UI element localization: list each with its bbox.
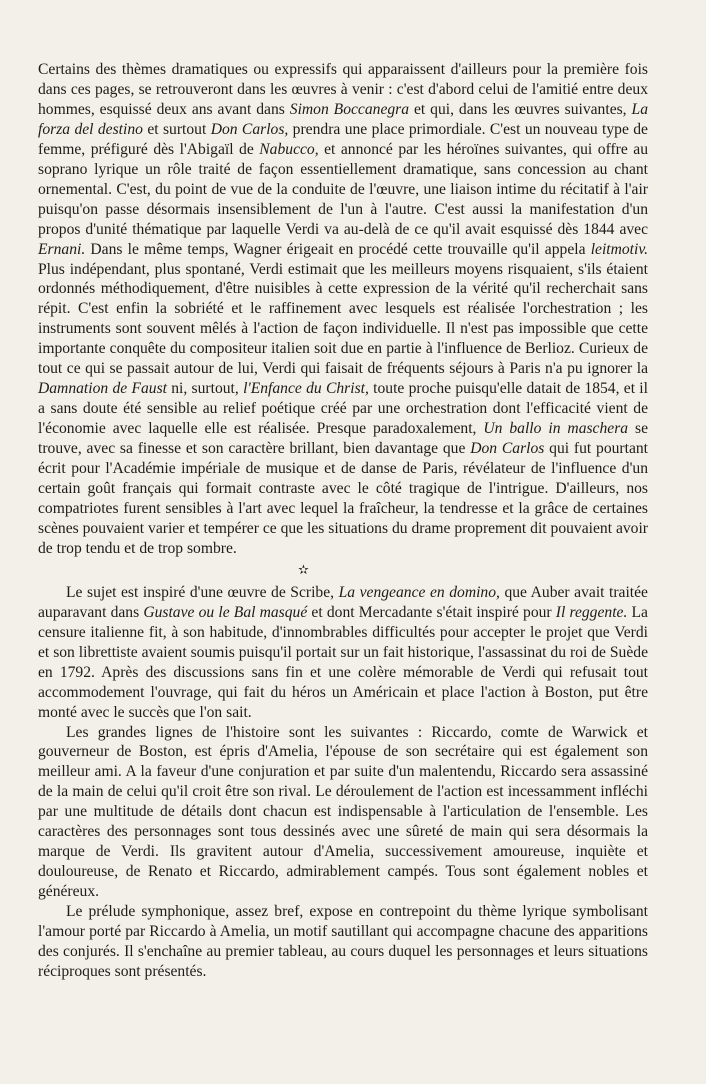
body-text: et surtout <box>142 120 211 138</box>
body-text: Plus indépendant, plus spontané, Verdi estimait que les meilleurs moyens risquaient, s'ils étaient ordonnés méthodiquement, d'être nuisibles à cette expression de la vérité qu'il recherchait sans répit. C'est enfin la sobriété et le raffinement avec lesquels est réalisée l'orchestration ; les instruments sont souvent mêlés à l'action de façon individuelle. Il n'est pas impossible que cette importante conquête du compositeur italien soit due en partie à l'influence de Berlioz. Curieux de tout ce qui se passait autour de lui, Verdi qui faisait de fréquents séjours à Paris n'a pu ignorer la <box>38 260 648 378</box>
document-page <box>38 60 648 982</box>
body-text: Le prélude symphonique, assez bref, expose en contrepoint du thème lyrique symbolisant l'amour porté par Riccardo à Amelia, un motif sautillant qui accompagne chacune des apparitions des conjurés. Il s'enchaîne au premier tableau, au cours duquel les personnages et leurs situations réciproques sont présentés. <box>38 903 648 980</box>
body-text: se trouve, avec sa finesse et son caractère brillant, bien davantage que <box>38 420 649 458</box>
paragraph-prelude <box>38 902 648 982</box>
body-text: Certains des thèmes dramatiques ou expressifs qui apparaissent d'ailleurs pour la première fois dans ces pages, se retrouveront dans les œuvres à venir : c'est d'abord celui de l'amitié entre deux hommes, esquissé deux ans avant dans <box>38 61 648 118</box>
body-text: et dont Mercadante s'était inspiré pour <box>307 603 556 621</box>
body-text: ni, surtout, <box>166 380 244 398</box>
italic-title-text: Ernani. <box>38 240 86 258</box>
paragraph-subject <box>38 583 648 723</box>
italic-title-text: Don Carlos <box>470 440 545 458</box>
body-text: Les grandes lignes de l'histoire sont les suivantes : Riccardo, comte de Warwick et gouverneur de Boston, est épris d'Amelia, l'épouse de son secrétaire qui est également son meilleur ami. A la faveur d'une conjuration et par suite d'un malentendu, Riccardo sera assassiné de la main de celui qu'il croit être son rival. Le déroulement de l'action est incessamment infléchi par une multitude de détails dont chacun est indispensable à l'articulation de l'ensemble. Les caractères des personnages sont tous dessinés avec une sûreté de main qui sera désormais la marque de Verdi. Ils gravitent autour d'Amelia, successivement amoureuse, inquiète et douloureuse, de Renato et Riccardo, admirablement campés. Tous sont également nobles et généreux. <box>38 723 648 901</box>
italic-title-text: Don Carlos, <box>210 120 289 138</box>
body-text: Dans le même temps, Wagner érigeait en procédé cette trouvaille qu'il appela <box>85 240 591 258</box>
italic-title-text: l'Enfance du Christ, <box>243 380 369 398</box>
paragraph-themes <box>38 60 648 559</box>
body-text: qui fut pourtant écrit pour l'Académie impériale de musique et de danse de Paris, révélateur de l'influence d'un certain goût français qui formait contraste avec le côté tragique de l'intrigue. D'ailleurs, nos compatriotes furent sensibles à l'art avec lequel la fraîcheur, la tendresse et la grâce de certaines scènes pouvaient varier et tempérer ce que les situations du drame proprement dit pouvaient avoir de trop tendu et de trop sombre. <box>38 440 648 557</box>
paragraph-story <box>38 723 648 903</box>
body-text: toute proche puisqu'elle datait de 1854, et il a sans doute été sensible au relief poétique créé par une orchestration dont l'efficacité vient de l'économie avec laquelle elle est réalisée. Presque paradoxalement, <box>38 380 648 438</box>
italic-title-text: Gustave ou le Bal masqué <box>143 603 308 621</box>
body-text: que Auber avait traitée auparavant dans <box>38 583 648 621</box>
italic-title-text: La vengeance en domino, <box>338 583 500 601</box>
italic-title-text: Damnation de Faust <box>38 380 167 398</box>
body-text: La censure italienne fit, à son habitude, d'innombrables difficultés pour accepter le projet que Verdi et son librettiste avaient soumis puisqu'il portait sur un fait historique, l'assassinat du roi de Suède en 1792. Après des discussions sans fin et une colère mémorable de Verdi qui refusait tout accommodement l'ouvrage, qui fait du héros un Américain et place l'action à Boston, put être monté avec le succès que l'on sait. <box>38 603 648 721</box>
italic-title-text: La forza del destino <box>38 100 648 138</box>
section-separator-star-icon: ✫ <box>298 561 309 577</box>
body-text: Le sujet est inspiré d'une œuvre de Scribe, <box>66 583 339 601</box>
italic-title-text: Un ballo in maschera <box>483 420 629 438</box>
italic-title-text: Simon Boccanegra <box>289 100 410 118</box>
italic-title-text: Nabucco, <box>259 140 319 158</box>
italic-title-text: Il reggente. <box>555 603 628 621</box>
body-text: et qui, dans les œuvres suivantes, <box>409 100 632 118</box>
body-text: et annoncé par les héroïnes suivantes, qui offre au soprano lyrique un rôle traité de façon essentiellement dramatique, sans concession au chant ornemental. C'est, du point de vue de la conduite de l'œuvre, une liaison intime du récitatif à l'air puisqu'on passe désormais insensiblement de l'un à l'autre. C'est aussi la manifestation d'un propos d'unité thématique par laquelle Verdi va au-delà de ce qu'il avait esquissé dès 1844 avec <box>38 140 649 238</box>
body-text: prendra une place primordiale. C'est un nouveau type de femme, préfiguré dès l'Abigaïl de <box>38 120 648 158</box>
italic-title-text: leitmotiv. <box>590 240 648 258</box>
